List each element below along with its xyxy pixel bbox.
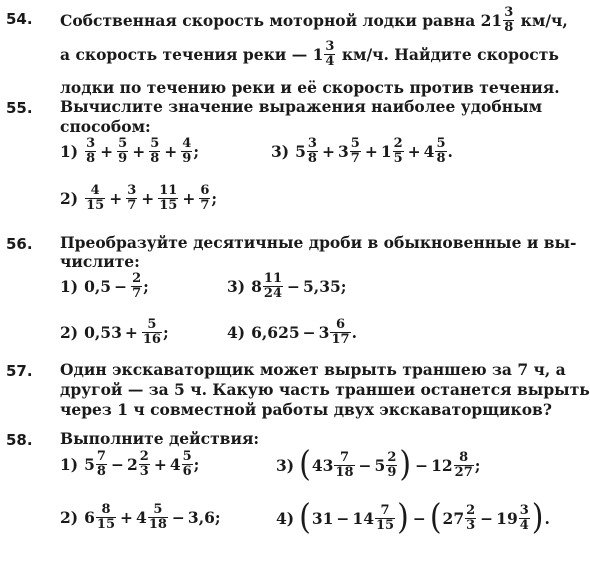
- expression-1: [60, 137, 199, 166]
- problem-text: [60, 6, 568, 35]
- problem-text: другой — за 5 ч. Какую часть траншеи останется вырыть: [60, 380, 590, 399]
- whole-part: 4: [169, 455, 181, 474]
- item-label: 4): [227, 323, 246, 342]
- problem-text: способом:: [60, 117, 151, 136]
- expression-4: [227, 318, 357, 347]
- punctuation: ;: [214, 508, 221, 527]
- problem-number: 58.: [6, 431, 33, 449]
- fraction: $\frac{2}{3}$: [466, 502, 476, 533]
- number: 31: [311, 508, 334, 528]
- whole-part: 3: [318, 323, 330, 342]
- operator: +: [321, 142, 335, 161]
- fraction: $\frac{11}{15}$: [159, 183, 178, 213]
- left-paren: (: [299, 497, 311, 538]
- left-paren: (: [429, 497, 442, 538]
- fraction: $\frac{8}{15}$: [96, 502, 116, 532]
- punctuation: ;: [211, 189, 218, 208]
- punctuation: ;: [143, 277, 149, 296]
- expression-2: [60, 318, 169, 347]
- operator: +: [164, 142, 178, 161]
- fraction: $\frac{6}{7}$: [200, 183, 210, 213]
- fraction: $\frac{3}{8}$: [307, 136, 317, 166]
- number: 0,53: [84, 323, 122, 342]
- problem-text: Один экскаваторщик может вырыть траншею за 7 ч, а: [60, 360, 566, 379]
- item-label: 2): [60, 189, 79, 208]
- operator: −: [358, 455, 372, 475]
- punctuation: .: [544, 508, 550, 528]
- fraction: $\frac{3}{4}$: [519, 502, 529, 533]
- fraction: $\frac{4}{9}$: [182, 136, 192, 166]
- expression-1: [60, 450, 199, 479]
- fraction: $\frac{5}{7}$: [350, 136, 360, 166]
- problem-number: 54.: [6, 10, 33, 28]
- fraction: $\frac{5}{9}$: [118, 136, 128, 166]
- expression-3: [276, 444, 481, 485]
- fraction: $\frac{2}{9}$: [387, 449, 397, 480]
- text-part: Собственная скорость моторной лодки равна 21: [60, 11, 503, 30]
- item-label: 1): [60, 277, 79, 296]
- fraction: $\frac{5}{16}$: [142, 317, 161, 347]
- operator: +: [407, 142, 421, 161]
- operator: −: [336, 508, 350, 528]
- expression-3: [271, 137, 453, 166]
- whole-part: 5: [374, 455, 386, 475]
- problem-text: Преобразуйте десятичные дроби в обыкновенные и вы-: [60, 233, 577, 252]
- problem-text: через 1 ч совместной работы двух экскаваторщиков?: [60, 400, 552, 419]
- fraction: $\frac{6}{17}$: [331, 317, 350, 347]
- whole-part: 5: [84, 455, 95, 474]
- operator: −: [114, 277, 128, 296]
- item-label: 3): [227, 277, 246, 296]
- problem-text: Выполните действия:: [60, 429, 260, 448]
- punctuation: ;: [193, 142, 200, 161]
- fraction: $\frac{5}{6}$: [182, 449, 192, 479]
- punctuation: .: [351, 323, 357, 342]
- number: 0,5: [84, 277, 112, 296]
- text-part: а скорость течения реки — 1: [60, 45, 324, 64]
- problem-text: Вычислите значение выражения наиболее удобным: [60, 97, 543, 116]
- problem-number: 56.: [6, 235, 33, 253]
- item-label: 4): [276, 508, 295, 528]
- fraction: $\frac{5}{18}$: [148, 502, 167, 532]
- operator: +: [141, 189, 155, 208]
- whole-part: 6: [84, 508, 95, 527]
- punctuation: ;: [193, 455, 200, 474]
- fraction: $\frac{8}{27}$: [454, 449, 473, 480]
- fraction: $\frac{2}{3}$: [139, 449, 149, 479]
- whole-part: 4: [423, 142, 435, 161]
- whole-part: 5: [295, 142, 306, 161]
- left-paren: (: [299, 444, 311, 485]
- whole-part: 14: [352, 508, 374, 528]
- expression-3: [227, 272, 347, 301]
- operator: +: [120, 508, 134, 527]
- expression-4: [276, 497, 550, 538]
- problem-number: 55.: [6, 99, 33, 117]
- problem-text: числите:: [60, 252, 140, 271]
- fraction: $\frac{3}{7}$: [127, 183, 137, 213]
- operator: +: [153, 455, 167, 474]
- operator: +: [364, 142, 378, 161]
- item-label: 3): [271, 142, 290, 161]
- fraction: $\frac{5}{8}$: [150, 136, 160, 166]
- item-label: 1): [60, 455, 79, 474]
- whole-part: 4: [136, 508, 147, 527]
- fraction: $\frac{2}{7}$: [132, 271, 142, 301]
- problem-number: 57.: [6, 362, 33, 380]
- fraction: $\frac{4}{15}$: [86, 183, 105, 213]
- number: 5,35: [303, 277, 341, 296]
- operator: +: [100, 142, 114, 161]
- operator: −: [480, 508, 494, 528]
- text-part: км/ч. Найдите скорость: [336, 45, 559, 64]
- whole-part: 27: [442, 508, 465, 528]
- whole-part: 19: [496, 508, 518, 528]
- operator: −: [171, 508, 185, 527]
- whole-part: 8: [251, 277, 262, 296]
- operator: −: [415, 455, 429, 475]
- item-label: 2): [60, 508, 79, 527]
- expression-2: [60, 184, 217, 213]
- whole-part: 12: [431, 455, 453, 475]
- number: 3,6: [187, 508, 215, 527]
- item-label: 1): [60, 142, 79, 161]
- text-part: км/ч,: [515, 11, 568, 30]
- fraction: $\frac{2}{5}$: [393, 136, 403, 166]
- fraction: $\frac{5}{8}$: [436, 136, 446, 166]
- fraction: $\frac{7}{18}$: [335, 449, 354, 480]
- item-label: 3): [276, 455, 295, 475]
- whole-part: 3: [337, 142, 349, 161]
- number: 6,625: [251, 323, 300, 342]
- item-label: 2): [60, 323, 79, 342]
- punctuation: ;: [340, 277, 347, 296]
- operator: −: [412, 508, 426, 528]
- punctuation: .: [447, 142, 453, 161]
- whole-part: 2: [126, 455, 138, 474]
- fraction: $\frac{3}{8}$: [504, 5, 514, 35]
- punctuation: ;: [162, 323, 169, 342]
- problem-text: [60, 40, 559, 69]
- operator: +: [132, 142, 146, 161]
- whole-part: 43: [311, 455, 334, 475]
- fraction: $\frac{3}{4}$: [325, 39, 335, 69]
- expression-2: [60, 503, 221, 532]
- fraction: $\frac{7}{15}$: [376, 502, 395, 533]
- operator: −: [287, 277, 301, 296]
- whole-part: 1: [380, 142, 392, 161]
- operator: +: [124, 323, 138, 342]
- right-paren: ): [531, 497, 544, 538]
- expression-1: [60, 272, 149, 301]
- operator: −: [302, 323, 316, 342]
- fraction: $\frac{3}{8}$: [86, 136, 96, 166]
- operator: +: [182, 189, 196, 208]
- right-paren: ): [397, 497, 409, 538]
- fraction: $\frac{7}{8}$: [96, 449, 106, 479]
- problem-text: лодки по течению реки и её скорость против течения.: [60, 78, 560, 97]
- operator: −: [110, 455, 124, 474]
- operator: +: [109, 189, 123, 208]
- right-paren: ): [399, 444, 412, 485]
- fraction: $\frac{11}{24}$: [263, 271, 283, 301]
- punctuation: ;: [474, 455, 481, 475]
